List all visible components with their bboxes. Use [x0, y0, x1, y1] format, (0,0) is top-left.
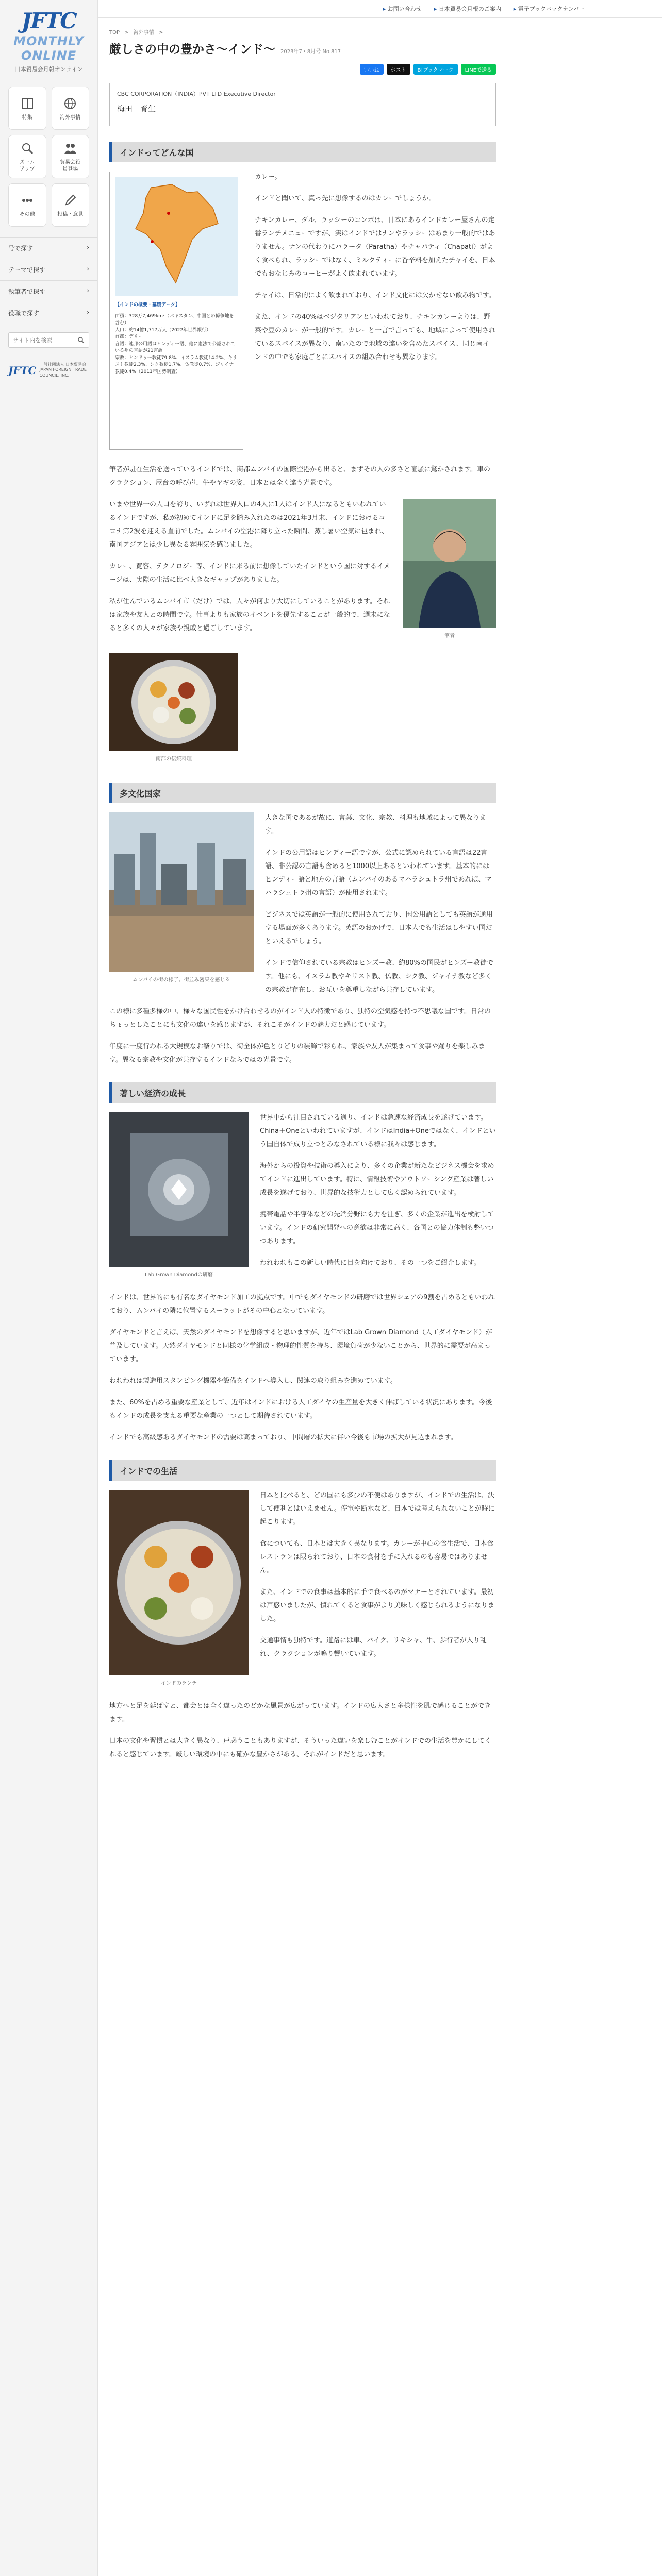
lunch-figure	[109, 1490, 249, 1686]
plate-image	[109, 653, 238, 751]
site-logo[interactable]	[0, 0, 97, 77]
bookmark-button[interactable]: B!ブックマーク	[413, 64, 458, 75]
paragraph: われわれは製造用スタンピング機器や設備をインドへ導入し、関連の取り組みを進めています。	[109, 1377, 397, 1385]
paragraph: インドは、世界的にも有名なダイヤモンド加工の拠点です。中でもダイヤモンドの研磨では世界シェアの9割を占めるともいわれており、ムンバイの隣に位置するスーラットがその中心となっています。	[109, 1294, 495, 1315]
page-title: 厳しさの中の豊かさ〜インド〜 2023年7・8月号 No.817	[109, 43, 341, 56]
chevron-right-icon: ›	[87, 244, 89, 251]
nav-tile-label: その他	[19, 211, 35, 217]
city-figure	[109, 812, 254, 983]
search-input[interactable]	[9, 333, 73, 347]
like-button[interactable]: いいね	[360, 64, 384, 75]
city-image	[109, 812, 254, 972]
author-portrait-image	[403, 499, 496, 628]
nav-tile-label: 海外事情	[60, 114, 81, 121]
footer-mark: JFTC	[8, 364, 37, 377]
paragraph: また、60%を占める重要な産業として、近年はインドにおける人工ダイヤの生産量を大きく伸ばしている状況にあります。今後もインドの成長を支える重要な産業の一つとして期待されています。	[109, 1399, 492, 1420]
paragraph: カレー、寛容、テクノロジー等、インドに来る前に想像していたインドという国に対するイメージは、実際の生活に比べ大きなギャップがありました。	[109, 563, 390, 584]
pencil-icon	[62, 193, 78, 208]
nav-tile-overseas[interactable]	[52, 87, 90, 130]
section-heading: 著しい経済の成長	[109, 1082, 496, 1103]
chevron-right-icon: ›	[87, 265, 89, 273]
site-search	[8, 332, 89, 348]
nav-tile-feature[interactable]	[8, 87, 46, 130]
nav-tile-other[interactable]	[8, 183, 46, 227]
breadcrumb: TOP > 海外事情 >	[109, 30, 163, 36]
paragraph: インドと聞いて、真っ先に想像するのはカレーでしょうか。	[255, 195, 436, 202]
side-menu-item[interactable]: テーマで探す ›	[0, 259, 97, 281]
people-icon	[62, 141, 78, 156]
city-caption: ムンバイの街の様子。街並み密集を感じる	[133, 977, 230, 983]
author-org: CBC CORPORATION（INDIA）PVT LTD Executive Director	[117, 91, 276, 97]
map-note: 面積：328万7,469km²（パキスタン、中国との係争地を含む） 人口：約14億1,717万人（2022年世界銀行） 首都：デリー 言語：連邦公用語はヒンディー語、他に憲法で公認されている州の言語が21言語 宗教：ヒンドゥー教徒79.8%、イスラム教徒14.2%、キリスト教徒2.3%、シク教徒1.7%、仏教徒0.7%、ジャイナ教徒0.4%（2011年国勢調査）	[115, 313, 237, 375]
logo-online: ONLINE	[21, 48, 77, 63]
india-map-figure	[109, 172, 243, 450]
side-menu-item[interactable]: 号で探す ›	[0, 238, 97, 259]
paragraph: インドでも高級感あるダイヤモンドの需要は高まっており、中間層の拡大に伴い今後も市場の拡大が見込まれます。	[109, 1434, 457, 1442]
breadcrumb-overseas[interactable]: 海外事情	[133, 30, 154, 36]
section-heading: 多文化国家	[109, 783, 496, 803]
diamond-figure	[109, 1112, 249, 1278]
side-menu-item[interactable]: 役職で探す ›	[0, 302, 97, 324]
paragraph: インドの公用語はヒンディー語ですが、公式に認められている言語は22言語、非公認の言語も含めると1000以上あるといわれています。基本的にはヒンディー語と地方の言語（ムンバイのあるマハラシュトラ州であれば、マハラシュトラ州の言語）が使用されます。	[265, 849, 492, 897]
post-button[interactable]: ポスト	[387, 64, 410, 75]
paragraph: 食についても、日本とは大きく異なります。カレーが中心の食生活で、日本食レストランは限られており、日本の食材を手に入れるのも容易ではありません。	[260, 1540, 494, 1574]
nav-tile-officers[interactable]	[52, 135, 90, 178]
paragraph: 年度に一度行われる大規模なお祭りでは、街全体が色とりどりの装飾で彩られ、家族や友人が集まって食事や踊りを楽しみます。異なる宗教や文化が共存するインドならではの光景です。	[109, 1043, 485, 1064]
sidebar	[0, 0, 98, 2576]
nav-tile-label: 特集	[22, 114, 32, 121]
diamond-image	[109, 1112, 249, 1267]
paragraph: チキンカレー、ダル、ラッシーのコンボは、日本にあるインドカレー屋さんの定番ランチメニューですが、実はインドではナンやラッシーはあまり一般的ではありません。ナンの代わりにパラータ（Paratha）やチャパティ（Chapati）がよく食べられ、ラッシーではなく、ミルクティーに香辛料を加えたチャイを、日本でもおなじみのコーヒーがよく飲まれています。	[255, 216, 495, 278]
paragraph: インドで信仰されている宗教はヒンズー教、約80%の国民がヒンズー教徒です。他にも、イスラム教やキリスト教、仏教、シク教、ジャイナ教など多くの宗教が存在し、お互いを尊重しながら共存しています。	[265, 959, 493, 994]
topbar	[98, 0, 662, 18]
section-heading: インドでの生活	[109, 1460, 496, 1481]
paragraph: 筆者が駐在生活を送っているインドでは、商都ムンバイの国際空港から出ると、まずその人の多さと喧騒に驚かされます。車のクラクション、屋台の呼び声、牛やヤギの姿、日本とは全く違う光景です。	[109, 466, 491, 487]
logo-monthly: MONTHLY	[13, 34, 84, 48]
nav-tile-label: 貿易会役 員登場	[60, 160, 81, 172]
section-heading: インドってどんな国	[109, 142, 496, 162]
author-name: 梅田 育生	[117, 104, 156, 113]
paragraph: ダイヤモンドと言えば、天然のダイヤモンドを想像すると思いますが、近年ではLab Grown Diamond（人工ダイヤモンド）が普及しています。天然ダイヤモンドと同様の化学組成・物理的性質を持ち、環境負荷が少ないことから、世界的に需要が高まっています。	[109, 1329, 492, 1363]
jftc-footer-logo[interactable]	[0, 356, 97, 384]
paragraph: 交通事情も独特です。道路には車、バイク、リキシャ、牛、歩行者が入り乱れ、クラクションが鳴り響いています。	[260, 1637, 487, 1658]
paragraph: 携帯電話や半導体などの先端分野にも力を注ぎ、多くの企業が進出を検討しています。インドの研究開発への意欲は非常に高く、各国との協力体制も整いつつあります。	[260, 1211, 494, 1245]
paragraph: この様に多種多様の中、様々な国民性をかけ合わせるのがインド人の特徴であり、独特の空気感を持つ不思議な国です。日常のちょっとしたことにも文化の違いを感じますが、それこそがインドの魅力だと感じています。	[109, 1008, 491, 1029]
paragraph: 世界中から注目されている通り、インドは急速な経済成長を遂げています。China＋Oneといわれていますが、インドはIndia+Oneではなく、インドという国自体で成り立つとみなされている様に我々は感じます。	[260, 1114, 496, 1148]
paragraph: 日本の文化や習慣とは大きく異なり、戸惑うこともありますが、そういった違いを楽しむことがインドでの生活を豊かにしてくれると感じています。厳しい環境の中にも確かな豊かさがある、それがインドだと思います。	[109, 1737, 492, 1758]
author-box	[109, 83, 496, 126]
book-icon	[20, 96, 35, 111]
paragraph: カレー。	[255, 173, 282, 181]
india-map	[115, 177, 238, 296]
issue-date: 2023年7・8月号 No.817	[280, 49, 341, 55]
paragraph: 私が住んでいるムンバイ市（だけ）では、人々が何より大切にしていることがあります。それは家族や友人との時間です。仕事よりも家族のイベントを優先することが一般的で、週末になると多くの人々が家族や親戚と過ごしています。	[109, 598, 390, 632]
logo-subtitle: 日本貿易会月報オンライン	[14, 66, 83, 73]
chevron-right-icon: ›	[87, 309, 89, 316]
dots-icon	[20, 193, 35, 208]
nav-tile-contribution[interactable]	[52, 183, 90, 227]
contact-link[interactable]: ▸ お問い合わせ	[383, 5, 422, 13]
diamond-caption: Lab Grown Diamondの研磨	[145, 1272, 213, 1278]
paragraph: 地方へと足を延ばすと、都会とは全く違ったのどかな風景が広がっています。インドの広大さと多様性を肌で感じることができます。	[109, 1702, 491, 1723]
breadcrumb-top[interactable]: TOP	[109, 30, 120, 36]
nav-tile-zoomup[interactable]	[8, 135, 46, 178]
portrait-caption: 筆者	[444, 633, 455, 639]
ebook-link[interactable]: ▸ 電子ブックバックナンバー	[514, 5, 585, 13]
plate-caption: 南部の伝統料理	[156, 756, 192, 762]
map-frame	[109, 172, 243, 450]
map-caption: 【インドの概要・基礎データ】	[115, 302, 180, 308]
nav-tile-label: 投稿・意見	[57, 211, 84, 217]
about-link[interactable]: ▸ 日本貿易会月報のご案内	[434, 5, 501, 13]
plate-figure	[109, 653, 238, 762]
paragraph: いまや世界一の人口を誇り、いずれは世界人口の4人に1人はインド人になるともいわれているインドですが、私が初めてインドに足を踏み入れたのは2021年3月末、インドにおけるコロナ第2波を迎える直前でした。ムンバイの空港に降り立った瞬間、蒸し暑い空気に包まれ、南国アジアとは少し異なる雰囲気を感じました。	[109, 501, 389, 549]
globe-icon	[62, 96, 78, 111]
paragraph: われわれもこの新しい時代に目を向けており、その一つをご紹介します。	[260, 1259, 481, 1267]
side-menu-item[interactable]: 執筆者で探す ›	[0, 281, 97, 302]
share-buttons	[109, 64, 496, 75]
paragraph: 大きな国であるが故に、言葉、文化、宗教、料理も地域によって異なります。	[265, 814, 487, 835]
paragraph: また、インドの40%はベジタリアンといわれており、チキンカレーよりは、野菜や豆のカレーが一般的です。カレーと一言で言っても、地域によって使用されているスパイスが異なり、南いたので地域の違いを含めたスパイス、同じ南インドの中でも家庭ごとにスパイスの組み合わせも異なります。	[255, 313, 495, 361]
footer-text: 一般社団法人 日本貿易会 JAPAN FOREIGN TRADE COUNCIL, INC.	[39, 362, 87, 378]
lunch-caption: インドのランチ	[161, 1681, 197, 1686]
paragraph: チャイは、日常的によく飲まれており、インド文化には欠かせない飲み物です。	[255, 292, 495, 299]
article	[109, 28, 496, 1761]
paragraph: ビジネスでは英語が一般的に使用されており、国公用語としても英語が通用する場面が多くあります。英語のおかげで、日本人でも生活はしやすい国だといえるでしょう。	[265, 911, 493, 945]
zoom-icon	[20, 141, 35, 156]
nav-tile-label: ズーム アップ	[20, 160, 35, 172]
paragraph: 日本と比べると、どの国にも多少の不便はありますが、インドでの生活は、決して便利とはいえません。停電や断水など、日本では考えられないことが時に起こります。	[260, 1492, 495, 1526]
logo-mark: JFTC	[21, 8, 76, 33]
side-menu	[0, 237, 97, 324]
search-icon	[77, 336, 85, 344]
author-portrait-figure	[403, 499, 496, 639]
lunch-image	[109, 1490, 249, 1675]
chevron-right-icon: ›	[87, 287, 89, 294]
paragraph: 海外からの投資や技術の導入により、多くの企業が新たなビジネス機会を求めてインドに進出しています。特に、情報技術やアウトソーシング産業は著しい成長を遂げており、世界的な技術力として広く認められています。	[260, 1162, 494, 1197]
line-button[interactable]: LINEで送る	[461, 64, 496, 75]
search-button[interactable]	[73, 333, 89, 347]
category-nav	[0, 77, 97, 231]
paragraph: また、インドでの食事は基本的に手で食べるのがマナーとされています。最初は戸惑いましたが、慣れてくると食事がより美味しく感じられるようになりました。	[260, 1588, 495, 1623]
